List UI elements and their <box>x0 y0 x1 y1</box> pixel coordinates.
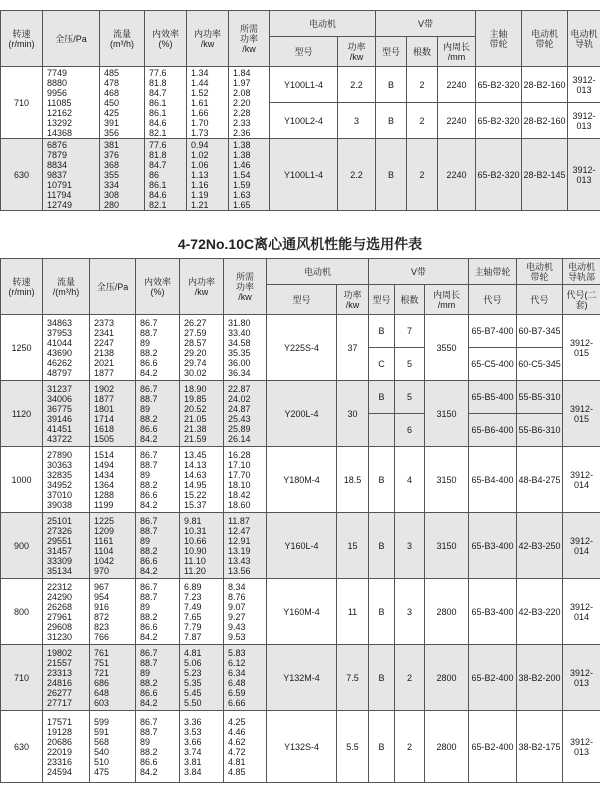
motor-power: 15 <box>337 513 369 579</box>
rail-code: 3912-013 <box>563 645 600 711</box>
motor-pulley: 28-B2-160 <box>522 103 568 139</box>
pressure-values: 761 751 721 686 648 603 <box>90 645 136 711</box>
motor-pulley-code: 60-C5-345 <box>517 348 563 381</box>
vbelt-count: 2 <box>407 67 438 103</box>
motor-power: 30 <box>337 381 369 447</box>
motor-power: 7.5 <box>337 645 369 711</box>
vbelt-count: 2 <box>395 711 425 783</box>
motor-model: Y160M-4 <box>267 579 337 645</box>
spindle-code: 65-B5-400 <box>469 381 517 414</box>
hdr-internal-power: 内功率 /kw <box>180 259 224 315</box>
hdr-motor-model: 型号 <box>270 37 338 67</box>
motor-pulley: 28-B2-145 <box>522 139 568 211</box>
vbelt-model: B <box>376 139 407 211</box>
motor-model: Y160L-4 <box>267 513 337 579</box>
required-power-values: 11.87 12.47 12.91 13.19 13.43 13.56 <box>224 513 267 579</box>
vbelt-count: 2 <box>407 103 438 139</box>
motor-power: 2.2 <box>338 139 376 211</box>
motor-power: 11 <box>337 579 369 645</box>
motor-pulley-code: 42-B3-250 <box>517 513 563 579</box>
spindle-pulley: 65-B2-320 <box>476 67 522 103</box>
flow-values: 25101 27326 29551 31457 33309 35134 <box>43 513 90 579</box>
spindle-code: 65-B4-400 <box>469 447 517 513</box>
vbelt-count: 3 <box>395 513 425 579</box>
speed-cell: 800 <box>1 579 43 645</box>
hdr-motor-pulley: 电动机 带轮 <box>522 11 568 67</box>
efficiency-values: 86.7 88.7 89 88.2 86.6 84.2 <box>136 513 180 579</box>
pressure-values: 967 954 916 872 823 766 <box>90 579 136 645</box>
motor-rail: 3912-013 <box>568 139 600 211</box>
hdr-motor-power: 功率 /kw <box>338 37 376 67</box>
hdr-vbelt: V带 <box>369 259 469 285</box>
motor-pulley-code: 42-B3-220 <box>517 579 563 645</box>
rail-code: 3912-015 <box>563 315 600 381</box>
internal-power-values: 6.89 7.23 7.49 7.65 7.79 7.87 <box>180 579 224 645</box>
vbelt-count: 7 <box>395 315 425 348</box>
hdr-motor-rail: 电动机 导轨 <box>568 11 600 67</box>
efficiency-values: 86.7 88.7 89 88.2 86.6 84.2 <box>136 381 180 447</box>
motor-pulley-code: 55-B5-310 <box>517 381 563 414</box>
motor-pulley-code: 55-B6-310 <box>517 414 563 447</box>
pressure-values: 2373 2341 2247 2138 2021 1877 <box>90 315 136 381</box>
hdr-spindle-pulley: 主轴 带轮 <box>476 11 522 67</box>
internal-power-values: 1.34 1.44 1.52 1.61 1.66 1.70 1.73 <box>187 67 229 139</box>
pressure-values: 1514 1494 1434 1364 1288 1199 <box>90 447 136 513</box>
spindle-code: 65-B3-400 <box>469 513 517 579</box>
pressure-values: 599 591 568 540 510 475 <box>90 711 136 783</box>
efficiency-values: 86.7 88.7 89 88.2 86.6 84.2 <box>136 447 180 513</box>
hdr-required-power: 所需 功率 /kw <box>229 11 270 67</box>
vbelt-count: 3 <box>395 579 425 645</box>
hdr-motor-power: 功率 /kw <box>337 285 369 315</box>
speed-cell: 710 <box>1 67 43 139</box>
table-title: 4-72No.10C离心通风机性能与选用件表 <box>177 236 423 252</box>
hdr-spindle-code: 代号 <box>469 285 517 315</box>
hdr-motor-model: 型号 <box>267 285 337 315</box>
efficiency-values: 86.7 88.7 89 88.2 86.6 84.2 <box>136 645 180 711</box>
rail-code: 3912-015 <box>563 381 600 447</box>
vbelt-circ: 2800 <box>425 579 469 645</box>
vbelt-model: B <box>369 711 395 783</box>
required-power-values: 4.25 4.46 4.62 4.72 4.81 4.85 <box>224 711 267 783</box>
speed-cell: 710 <box>1 645 43 711</box>
hdr-motor: 电动机 <box>270 11 376 37</box>
motor-model: Y180M-4 <box>267 447 337 513</box>
motor-model: Y100L2-4 <box>270 103 338 139</box>
hdr-required-power: 所需 功率 /kw <box>224 259 267 315</box>
hdr-vbelt-count: 根数 <box>395 285 425 315</box>
motor-model: Y132M-4 <box>267 645 337 711</box>
motor-rail: 3912-013 <box>568 67 600 103</box>
rail-code: 3912-014 <box>563 513 600 579</box>
motor-power: 2.2 <box>338 67 376 103</box>
speed-cell: 630 <box>1 139 43 211</box>
motor-model: Y200L-4 <box>267 381 337 447</box>
internal-power-values: 4.81 5.06 5.23 5.35 5.45 5.50 <box>180 645 224 711</box>
required-power-values: 8.34 8.76 9.07 9.27 9.43 9.53 <box>224 579 267 645</box>
efficiency-values: 77.6 81.8 84.7 86 86.1 84.6 82.1 <box>145 139 187 211</box>
pressure-values: 1225 1209 1161 1104 1042 970 <box>90 513 136 579</box>
vbelt-circ: 3150 <box>425 381 469 447</box>
hdr-vbelt-circ: 内周长 /mm <box>438 37 476 67</box>
flow-values: 17571 19128 20686 22019 23316 24594 <box>43 711 90 783</box>
hdr-motor-pulley-code: 代号 <box>517 285 563 315</box>
vbelt-circ: 2240 <box>438 139 476 211</box>
spindle-code: 65-B3-400 <box>469 579 517 645</box>
vbelt-circ: 2800 <box>425 645 469 711</box>
motor-model: Y225S-4 <box>267 315 337 381</box>
vbelt-count: 4 <box>395 447 425 513</box>
vbelt-model: B <box>369 645 395 711</box>
hdr-motor-pulley: 电动机 带轮 <box>517 259 563 285</box>
hdr-vbelt-count: 根数 <box>407 37 438 67</box>
speed-cell: 1250 <box>1 315 43 381</box>
spindle-pulley: 65-B2-320 <box>476 103 522 139</box>
hdr-motor-rail: 电动机 导轨部 <box>563 259 600 285</box>
spindle-code: 65-B6-400 <box>469 414 517 447</box>
vbelt-count: 2 <box>395 645 425 711</box>
motor-pulley-code: 38-B2-200 <box>517 645 563 711</box>
rail-code: 3912-014 <box>563 447 600 513</box>
motor-model: Y100L1-4 <box>270 67 338 103</box>
hdr-internal-power: 内功率 /kw <box>187 11 229 67</box>
hdr-motor: 电动机 <box>267 259 369 285</box>
motor-power: 5.5 <box>337 711 369 783</box>
hdr-pressure: 全压/Pa <box>43 11 100 67</box>
efficiency-values: 86.7 88.7 89 88.2 86.6 84.2 <box>136 711 180 783</box>
speed-cell: 1120 <box>1 381 43 447</box>
vbelt-circ: 2240 <box>438 103 476 139</box>
vbelt-model: B <box>376 67 407 103</box>
vbelt-model: B <box>369 513 395 579</box>
vbelt-model <box>369 414 395 447</box>
efficiency-values: 86.7 88.7 89 88.2 86.6 84.2 <box>136 579 180 645</box>
motor-power: 18.5 <box>337 447 369 513</box>
internal-power-values: 18.90 19.85 20.52 21.05 21.38 21.59 <box>180 381 224 447</box>
hdr-speed: 转速 (r/min) <box>1 259 43 315</box>
speed-cell: 900 <box>1 513 43 579</box>
vbelt-count: 5 <box>395 381 425 414</box>
speed-cell: 1000 <box>1 447 43 513</box>
hdr-vbelt: V带 <box>376 11 476 37</box>
hdr-rail-code: 代号(二套) <box>563 285 600 315</box>
vbelt-circ: 3150 <box>425 447 469 513</box>
efficiency-values: 86.7 88.7 89 88.2 86.6 84.2 <box>136 315 180 381</box>
internal-power-values: 3.36 3.53 3.66 3.74 3.81 3.84 <box>180 711 224 783</box>
pressure-values: 7749 8880 9956 11085 12162 13292 14368 <box>43 67 100 139</box>
flow-values: 485 478 468 450 425 391 356 <box>100 67 145 139</box>
rail-code: 3912-013 <box>563 711 600 783</box>
vbelt-count: 6 <box>395 414 425 447</box>
hdr-pressure: 全压/Pa <box>90 259 136 315</box>
required-power-values: 1.38 1.38 1.46 1.54 1.59 1.63 1.65 <box>229 139 270 211</box>
internal-power-values: 13.45 14.13 14.63 14.95 15.22 15.37 <box>180 447 224 513</box>
motor-power: 3 <box>338 103 376 139</box>
vbelt-count: 5 <box>395 348 425 381</box>
motor-rail: 3912-013 <box>568 103 600 139</box>
vbelt-model: B <box>376 103 407 139</box>
vbelt-model: B <box>369 447 395 513</box>
vbelt-model: B <box>369 579 395 645</box>
motor-pulley-code: 38-B2-175 <box>517 711 563 783</box>
vbelt-count: 2 <box>407 139 438 211</box>
hdr-flow: 流量 (m³/h) <box>100 11 145 67</box>
motor-pulley: 28-B2-160 <box>522 67 568 103</box>
internal-power-values: 0.94 1.02 1.06 1.13 1.16 1.19 1.21 <box>187 139 229 211</box>
hdr-vbelt-model: 型号 <box>376 37 407 67</box>
flow-values: 381 376 368 355 334 308 280 <box>100 139 145 211</box>
hdr-vbelt-model: 型号 <box>369 285 395 315</box>
spindle-code: 65-B2-400 <box>469 645 517 711</box>
performance-table-top <box>0 10 600 211</box>
efficiency-values: 77.6 81.8 84.7 86.1 86.1 84.6 82.1 <box>145 67 187 139</box>
flow-values: 31237 34006 36775 39146 41451 43722 <box>43 381 90 447</box>
vbelt-circ: 2800 <box>425 711 469 783</box>
vbelt-model: B <box>369 315 395 348</box>
spindle-pulley: 65-B2-320 <box>476 139 522 211</box>
flow-values: 34863 37953 41044 43690 46262 48797 <box>43 315 90 381</box>
required-power-values: 5.83 6.12 6.34 6.48 6.59 6.66 <box>224 645 267 711</box>
motor-power: 37 <box>337 315 369 381</box>
spindle-code: 65-C5-400 <box>469 348 517 381</box>
vbelt-circ: 3550 <box>425 315 469 381</box>
hdr-flow: 流量 /(m³/h) <box>43 259 90 315</box>
required-power-values: 1.84 1.97 2.08 2.20 2.28 2.33 2.36 <box>229 67 270 139</box>
required-power-values: 16.28 17.10 17.70 18.10 18.42 18.60 <box>224 447 267 513</box>
required-power-values: 22.87 24.02 24.87 25.43 25.89 26.14 <box>224 381 267 447</box>
flow-values: 27890 30363 32835 34952 37010 39038 <box>43 447 90 513</box>
vbelt-model: C <box>369 348 395 381</box>
flow-values: 22312 24290 26268 27961 29608 31230 <box>43 579 90 645</box>
rail-code: 3912-014 <box>563 579 600 645</box>
hdr-speed: 转速 (r/min) <box>1 11 43 67</box>
motor-pulley-code: 48-B4-275 <box>517 447 563 513</box>
hdr-vbelt-circ: 内周长 /mm <box>425 285 469 315</box>
pressure-values: 1902 1877 1801 1714 1618 1505 <box>90 381 136 447</box>
flow-values: 19802 21557 23313 24816 26277 27717 <box>43 645 90 711</box>
speed-cell: 630 <box>1 711 43 783</box>
spindle-code: 65-B7-400 <box>469 315 517 348</box>
pressure-values: 6876 7879 8834 9837 10791 11794 12749 <box>43 139 100 211</box>
motor-model: Y132S-4 <box>267 711 337 783</box>
vbelt-model: B <box>369 381 395 414</box>
hdr-efficiency: 内效率 (%) <box>145 11 187 67</box>
hdr-spindle-pulley: 主轴带轮 <box>469 259 517 285</box>
performance-table-10c <box>0 258 600 783</box>
internal-power-values: 26.27 27.59 28.57 29.20 29.74 30.02 <box>180 315 224 381</box>
vbelt-circ: 3150 <box>425 513 469 579</box>
spindle-code: 65-B2-400 <box>469 711 517 783</box>
internal-power-values: 9.81 10.31 10.66 10.90 11.10 11.20 <box>180 513 224 579</box>
hdr-efficiency: 内效率 (%) <box>136 259 180 315</box>
vbelt-circ: 2240 <box>438 67 476 103</box>
motor-model: Y100L1-4 <box>270 139 338 211</box>
motor-pulley-code: 60-B7-345 <box>517 315 563 348</box>
required-power-values: 31.80 33.40 34.58 35.35 36.00 36.34 <box>224 315 267 381</box>
